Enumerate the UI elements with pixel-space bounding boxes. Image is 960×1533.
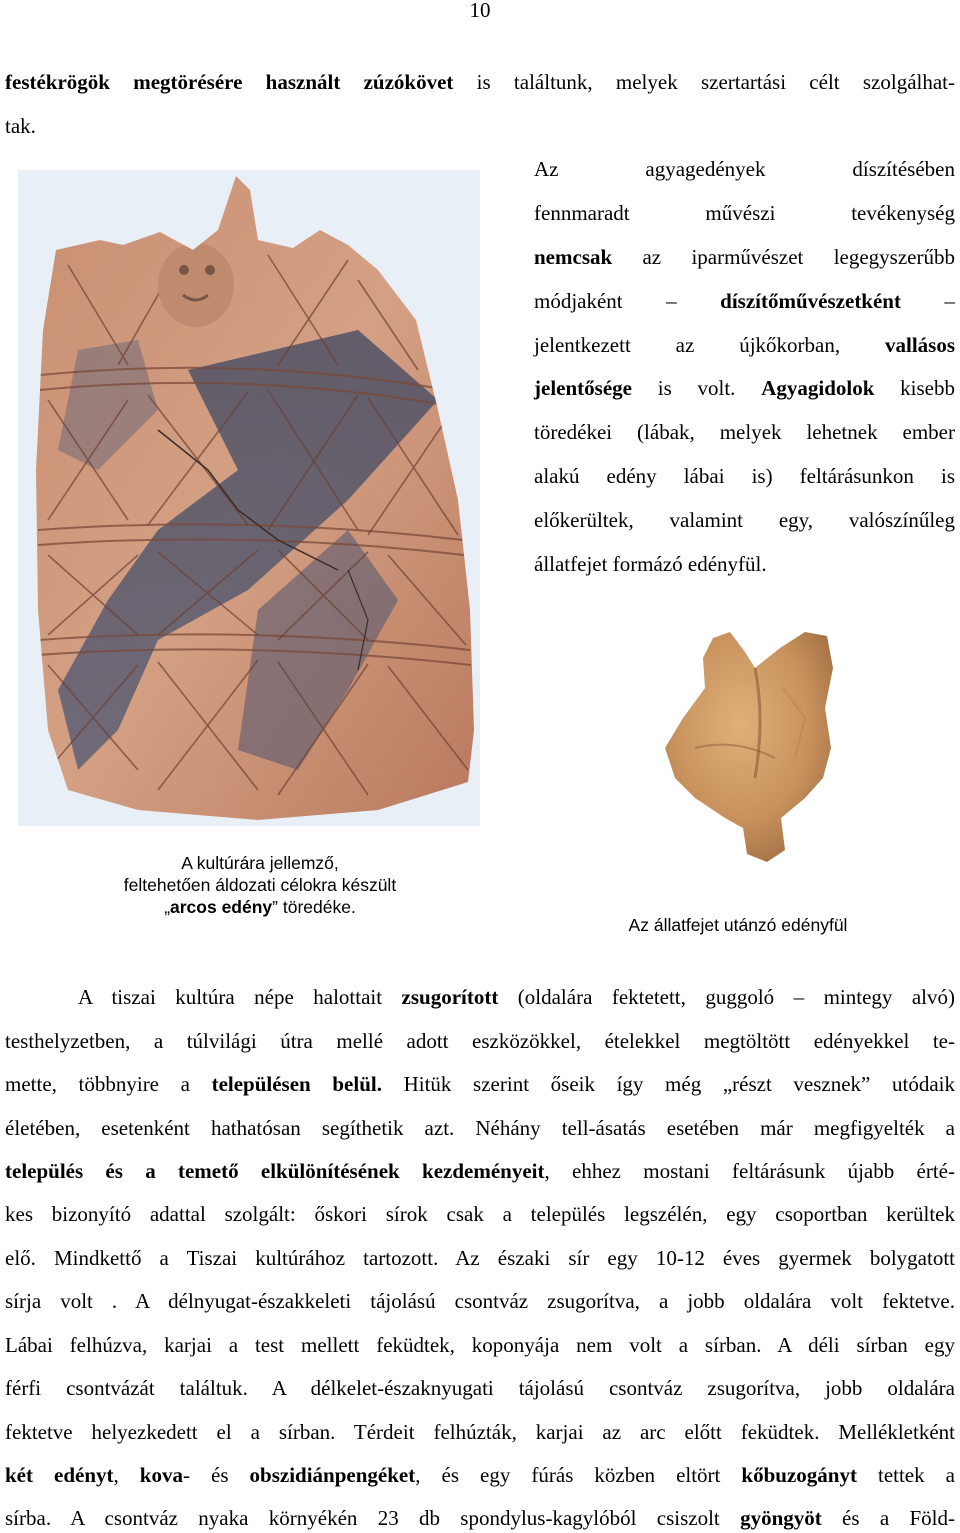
side-line-3	[534, 247, 955, 268]
side-line-1: Az agyagedények díszítésében	[534, 157, 955, 181]
body-text: és a Föld-	[821, 1506, 955, 1530]
body-bold: zsugorított	[401, 985, 499, 1009]
body-line-6: kes bizonyító adattal szolgált: őskori sírok csak a település legszélén, egy csoportban kerültek	[5, 1202, 955, 1226]
side-line-4	[534, 291, 955, 312]
body-bold: kova	[139, 1463, 183, 1487]
body-line-4: életében, esetenként hathatósan segíthetik azt. Néhány tell-ásatás esetében már megfigyelték a	[5, 1116, 955, 1140]
side-line-5	[534, 335, 955, 356]
body-line-1	[78, 987, 955, 1008]
side-text: az iparművészet legegyszerűbb	[612, 245, 955, 269]
body-text: ,	[113, 1463, 140, 1487]
side-bold: díszítőművészetként	[720, 289, 901, 313]
caption-arcos-edeny	[60, 852, 460, 918]
body-line-8: sírja volt . A délnyugat-északkeleti tájolású csontváz zsugorítva, a jobb oldalára volt fektetve.	[5, 1289, 955, 1313]
body-bold: gyöngyöt	[740, 1506, 822, 1530]
side-line-2: fennmaradt művészi tevékenység	[534, 201, 955, 225]
side-line-9: előkerültek, valamint egy, valószínűleg	[534, 508, 955, 532]
caption-line	[60, 896, 460, 918]
caption-line: A kultúrára jellemző,	[181, 853, 339, 873]
body-line-9: Lábai felhúzva, karjai a test mellett feküdtek, koponyája nem volt a sírban. A déli sírban egy	[5, 1333, 955, 1357]
body-text: - és	[182, 1463, 250, 1487]
body-line-13	[5, 1508, 955, 1529]
side-text: –	[900, 289, 955, 313]
body-line-2: testhelyzetben, a túlvilági útra mellé adott eszközökkel, ételekkel megtöltött edényekkel te-	[5, 1029, 955, 1053]
arcos-edeny-photo	[18, 170, 480, 826]
body-line-10: férfi csontvázát találtuk. A délkelet-északnyugati tájolású csontváz zsugorítva, jobb oldalára	[5, 1376, 955, 1400]
body-text: (oldalára fektetett, guggoló – mintegy alvó)	[498, 985, 955, 1009]
body-line-5	[5, 1161, 955, 1182]
body-line-12	[5, 1465, 955, 1486]
caption-edenyful: Az állatfejet utánzó edényfül	[628, 915, 848, 935]
side-text: módjaként –	[534, 289, 721, 313]
caption-quote: „	[164, 897, 171, 917]
side-line-7: töredékei (lábak, melyek lehetnek ember	[534, 420, 955, 444]
caption-line: feltehetően áldozati célokra készült	[123, 875, 397, 895]
edenyful-photo	[655, 628, 841, 864]
page-number: 10	[469, 0, 491, 22]
handle-fragment-image	[655, 628, 841, 864]
body-bold: két edényt	[5, 1463, 114, 1487]
side-line-6	[534, 378, 955, 399]
side-bold: vallásos	[884, 333, 955, 357]
side-bold: jelentősége	[534, 376, 632, 400]
side-text: kisebb	[874, 376, 955, 400]
intro-text: is találtunk, melyek szertartási célt szolgálhat-	[453, 70, 955, 94]
body-text: sírba. A csontváz nyaka környékén 23 db spondylus-kagylóból csiszolt	[5, 1506, 741, 1530]
pottery-vessel-image	[18, 170, 480, 826]
body-line-11: fektetve helyezkedett el a sírban. Térdeit felhúzták, karjai az arc előtt feküdtek. Mellékletként	[5, 1420, 955, 1444]
side-text: jelentkezett az újkőkorban,	[534, 333, 885, 357]
side-bold: nemcsak	[534, 245, 613, 269]
body-text: A tiszai kultúra népe halottait	[78, 985, 402, 1009]
intro-line-2: tak.	[5, 114, 36, 138]
intro-bold: festékrögök megtörésére használt zúzókövet	[5, 70, 454, 94]
body-bold: település és a temető elkülönítésének kezdeményeit	[5, 1159, 545, 1183]
body-text: , és egy fúrás közben eltört	[415, 1463, 742, 1487]
side-bold: Agyagidolok	[761, 376, 875, 400]
body-line-7: elő. Mindkettő a Tiszai kultúrához tartozott. Az északi sír egy 10-12 éves gyermek bolygatott	[5, 1246, 955, 1270]
caption-bold: arcos edény	[170, 897, 273, 917]
body-line-3	[5, 1074, 955, 1095]
body-text: tettek a	[856, 1463, 955, 1487]
side-text: is volt.	[631, 376, 762, 400]
body-bold: obszidiánpengéket	[249, 1463, 416, 1487]
intro-line-1	[5, 72, 955, 93]
body-bold: településen belül.	[211, 1072, 382, 1096]
side-line-8: alakú edény lábai is) feltárásunkon is	[534, 464, 955, 488]
body-text: , ehhez mostani feltárásunk újabb érté-	[544, 1159, 955, 1183]
caption-text: ” töredéke.	[272, 897, 356, 917]
body-text: Hitük szerint őseik így még „részt vesznek” utódaik	[381, 1072, 955, 1096]
body-bold: kőbuzogányt	[741, 1463, 857, 1487]
body-text: mette, többnyire a	[5, 1072, 212, 1096]
side-line-10: állatfejet formázó edényfül.	[534, 552, 767, 576]
